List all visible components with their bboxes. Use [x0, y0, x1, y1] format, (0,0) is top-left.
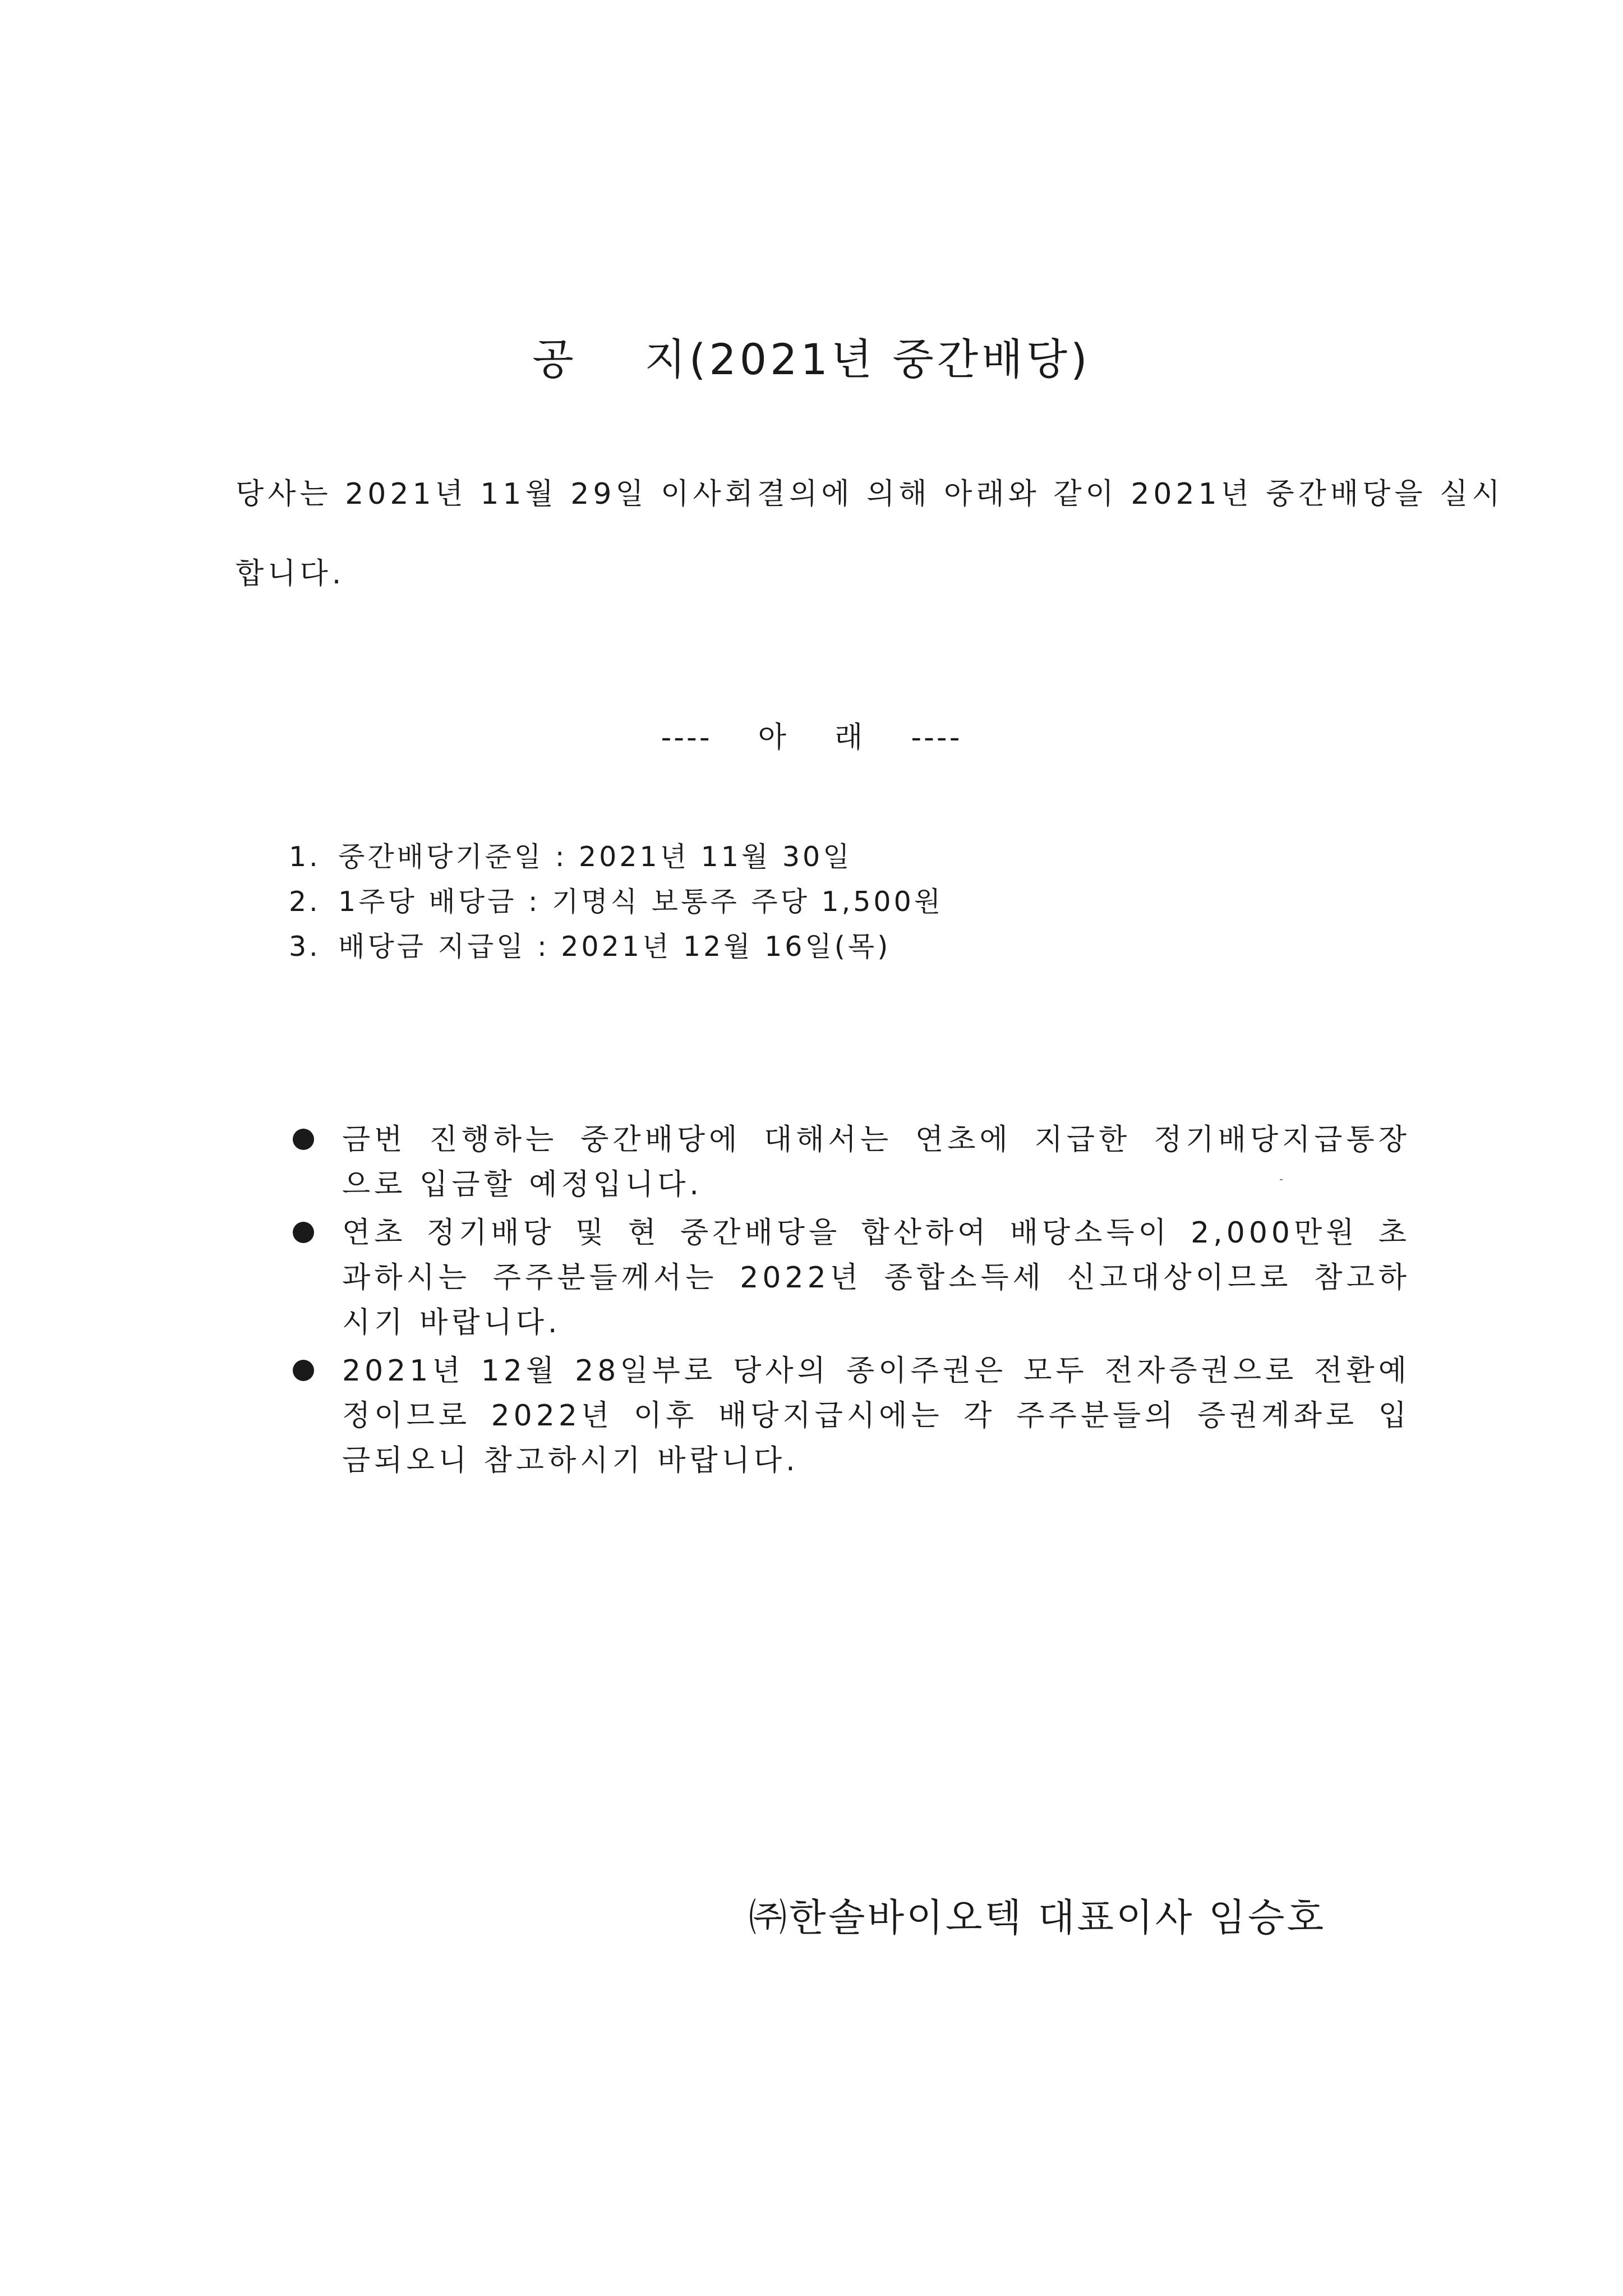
section-heading: ---- 아 래 ----: [661, 721, 962, 754]
scan-speck: [1280, 1179, 1283, 1180]
detail-number: 1.: [289, 841, 321, 873]
note-item: [292, 1211, 1413, 1345]
page-title: 공 지(2021년 중간배당): [532, 334, 1091, 384]
note-line: 금되오니 참고하시기 바랍니다.: [342, 1444, 799, 1478]
note-line: 시기 바랍니다.: [342, 1306, 561, 1340]
note-line: 으로 입금할 예정입니다.: [342, 1168, 703, 1202]
detail-text: 1주당 배당금 : 기명식 보통주 주당 1,500원: [338, 886, 944, 918]
detail-item: [289, 924, 943, 969]
intro-paragraph-line-1: 당사는 2021년 11월 29일 이사회결의에 의해 아래와 같이 2021년 중간배당을 실시: [236, 477, 1504, 511]
detail-text: 중간배당기준일 : 2021년 11월 30일: [338, 841, 852, 873]
note-item: [292, 1349, 1413, 1483]
bullet-icon: [293, 1360, 314, 1381]
note-line: 과하시는 주주분들께서는 2022년 종합소득세 신고대상이므로 참고하: [342, 1261, 1410, 1295]
note-line: 정이므로 2022년 이후 배당지급시에는 각 주주분들의 증권계좌로 입: [342, 1399, 1410, 1433]
bullet-icon: [293, 1129, 314, 1150]
detail-item: [289, 835, 943, 880]
intro-paragraph-line-2: 합니다.: [236, 557, 345, 591]
detail-number: 3.: [289, 931, 321, 963]
note-line: 연초 정기배당 및 현 중간배당을 합산하여 배당소득이 2,000만원 초: [342, 1216, 1410, 1250]
bullet-icon: [293, 1222, 314, 1243]
detail-number: 2.: [289, 886, 321, 918]
detail-item: [289, 880, 943, 924]
detail-list: [289, 835, 943, 969]
note-line: 금번 진행하는 중간배당에 대해서는 연초에 지급한 정기배당지급통장: [342, 1123, 1410, 1157]
detail-text: 배당금 지급일 : 2021년 12월 16일(목): [338, 931, 891, 963]
notes-list: [292, 1117, 1413, 1487]
signature-line: ㈜한솔바이오텍 대표이사 임승호: [749, 1896, 1326, 1940]
note-item: [292, 1117, 1413, 1207]
note-line: 2021년 12월 28일부로 당사의 종이주권은 모두 전자증권으로 전환예: [342, 1354, 1410, 1388]
